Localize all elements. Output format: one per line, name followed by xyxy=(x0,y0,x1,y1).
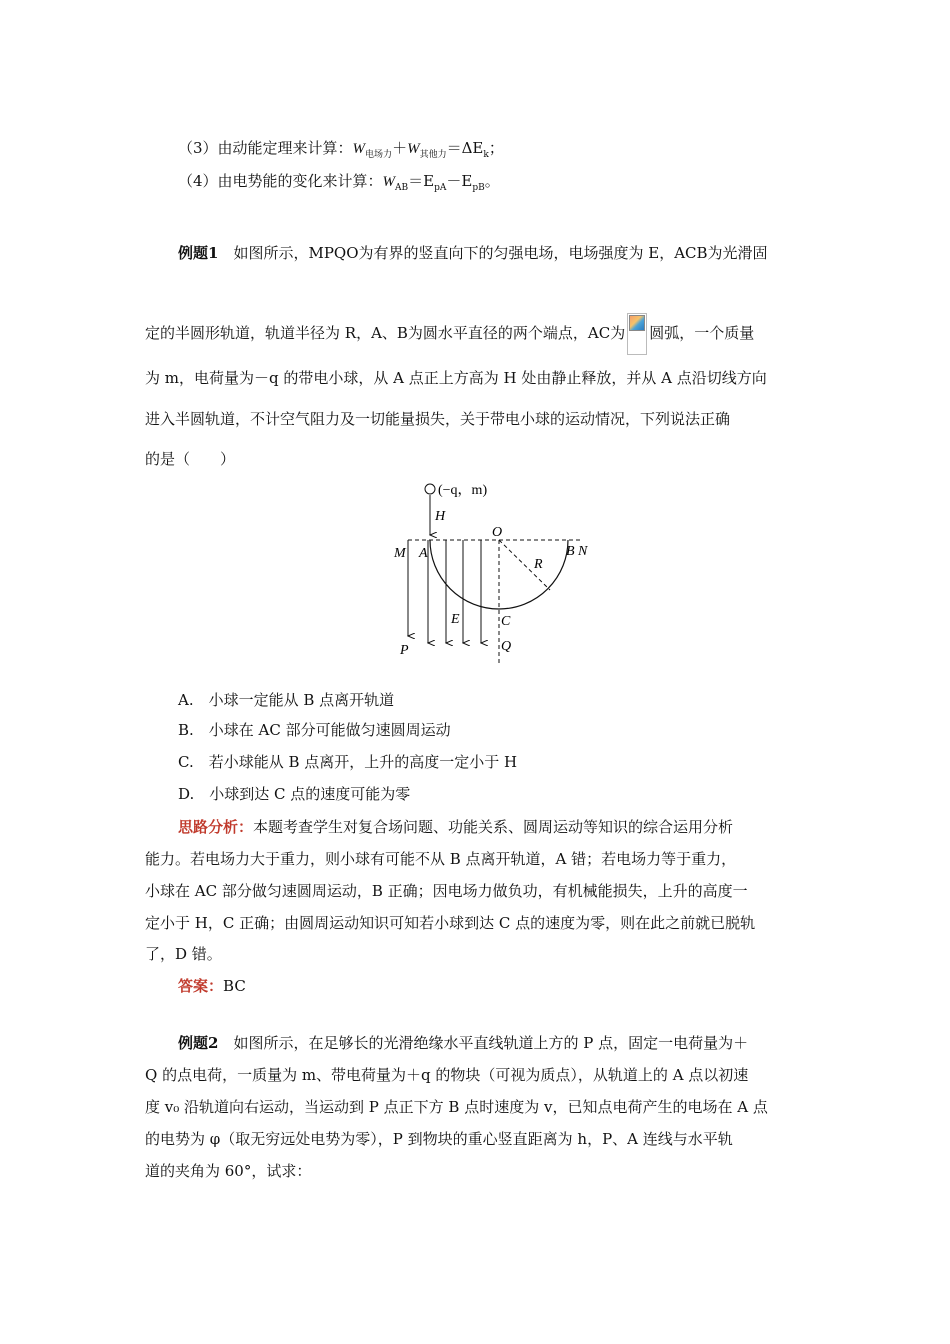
option-b: B. 小球在 AC 部分可能做匀速圆周运动 xyxy=(178,721,451,739)
analysis-line-3: 小球在 AC 部分做匀速圆周运动，B 正确；因电场力做负功，有机械能损失，上升的高度一 xyxy=(145,882,748,900)
example1-text-1: 如图所示，MPQO为有界的竖直向下的匀强电场，电场强度为 E，ACB为光滑固 xyxy=(233,244,768,262)
label-R: R xyxy=(534,557,543,572)
answer-line xyxy=(178,976,246,996)
example2-line-5: 道的夹角为 60°，试求： xyxy=(145,1162,312,1180)
label-M: M xyxy=(394,546,406,561)
formula-4-sub3: pB xyxy=(472,183,485,193)
electric-field-diagram xyxy=(388,478,608,663)
example2-line-1 xyxy=(178,1033,748,1053)
formula-4-minus: －E xyxy=(446,172,473,190)
label-A: A xyxy=(419,546,428,561)
answer-label: 答案： xyxy=(178,977,224,995)
example2-text-1: 如图所示，在足够长的光滑绝缘水平直线轨道上方的 P 点，固定一电荷量为＋ xyxy=(233,1034,749,1052)
formula-3-eq: ＝ΔE xyxy=(446,139,484,157)
formula-line-4 xyxy=(178,171,500,194)
formula-3-sub1: 电场力 xyxy=(365,150,393,160)
formula-3-sub2: 其他力 xyxy=(419,150,447,160)
formula-4-sub1: AB xyxy=(395,183,409,193)
example1-line-3: 为 m，电荷量为－q 的带电小球，从 A 点正上方高为 H 处由静止释放，并从 A 点沿切线方向 xyxy=(145,369,767,387)
label-O: O xyxy=(492,525,503,540)
charged-ball xyxy=(425,484,435,494)
formula-4-prefix: （4）由电势能的变化来计算： xyxy=(178,172,383,190)
formula-3-w2: W xyxy=(407,141,420,157)
analysis-line-1 xyxy=(178,817,733,837)
formula-4-w: W xyxy=(382,174,396,190)
analysis-line-2: 能力。若电场力大于重力，则小球有可能不从 B 点离开轨道，A 错；若电场力等于重力， xyxy=(145,850,737,868)
analysis-label: 思路分析： xyxy=(178,818,254,836)
example1-text-2a: 定的半圆形轨道，轨道半径为 R，A、B为圆水平直径的两个端点，AC为 xyxy=(145,324,626,342)
formula-3-plus: ＋ xyxy=(392,139,408,157)
example2-line-3: 度 v₀ 沿轨道向右运动，当运动到 P 点正下方 B 点时速度为 v，已知点电荷产生的电场在 A 点 xyxy=(145,1098,768,1116)
formula-3-sub3: k xyxy=(483,150,489,160)
example1-label: 例题1 xyxy=(178,244,219,262)
ball-label: (−q，m) xyxy=(438,483,488,498)
analysis-line-5: 了，D 错。 xyxy=(145,945,222,963)
label-H: H xyxy=(435,509,446,524)
answer-value: BC xyxy=(223,977,246,995)
example1-line-1 xyxy=(178,243,768,263)
option-a: A. 小球一定能从 B 点离开轨道 xyxy=(178,691,395,709)
formula-4-end: 。 xyxy=(484,172,500,190)
label-P: P xyxy=(400,643,409,658)
option-d: D. 小球到达 C 点的速度可能为零 xyxy=(178,785,411,803)
formula-3-end: ； xyxy=(488,139,504,157)
label-E: E xyxy=(451,612,460,627)
analysis-text-1: 本题考查学生对复合场问题、功能关系、圆周运动等知识的综合运用分析 xyxy=(253,818,734,836)
formula-4-eq: ＝E xyxy=(408,172,435,190)
formula-3-w1: W xyxy=(352,141,366,157)
label-C: C xyxy=(501,614,511,629)
example1-line-5: 的是（ ） xyxy=(145,450,236,468)
example1-line-4: 进入半圆轨道，不计空气阻力及一切能量损失，关于带电小球的运动情况，下列说法正确 xyxy=(145,410,731,428)
label-N: N xyxy=(578,544,588,559)
analysis-line-4: 定小于 H，C 正确；由圆周运动知识可知若小球到达 C 点的速度为零，则在此之前就已脱轨 xyxy=(145,914,756,932)
example2-line-4: 的电势为 φ（取无穷远处电势为零），P 到物块的重心竖直距离为 h，P、A 连线与水平轨 xyxy=(145,1130,733,1148)
formula-3-prefix: （3）由动能定理来计算： xyxy=(178,139,353,157)
formula-line-3 xyxy=(178,138,504,161)
formula-4-sub2: pA xyxy=(434,183,447,193)
broken-image-icon xyxy=(629,315,645,331)
label-B: B xyxy=(566,544,575,559)
example1-text-2b: 圆弧，一个质量 xyxy=(649,324,755,342)
example2-line-2: Q 的点电荷，一质量为 m、带电荷量为＋q 的物块（可视为质点），从轨道上的 A 点以初速 xyxy=(145,1066,749,1084)
example2-label: 例题2 xyxy=(178,1034,219,1052)
label-Q: Q xyxy=(501,639,512,654)
inline-image-placeholder xyxy=(627,313,647,355)
example1-line-2 xyxy=(145,313,754,355)
option-c: C. 若小球能从 B 点离开，上升的高度一定小于 H xyxy=(178,753,518,771)
